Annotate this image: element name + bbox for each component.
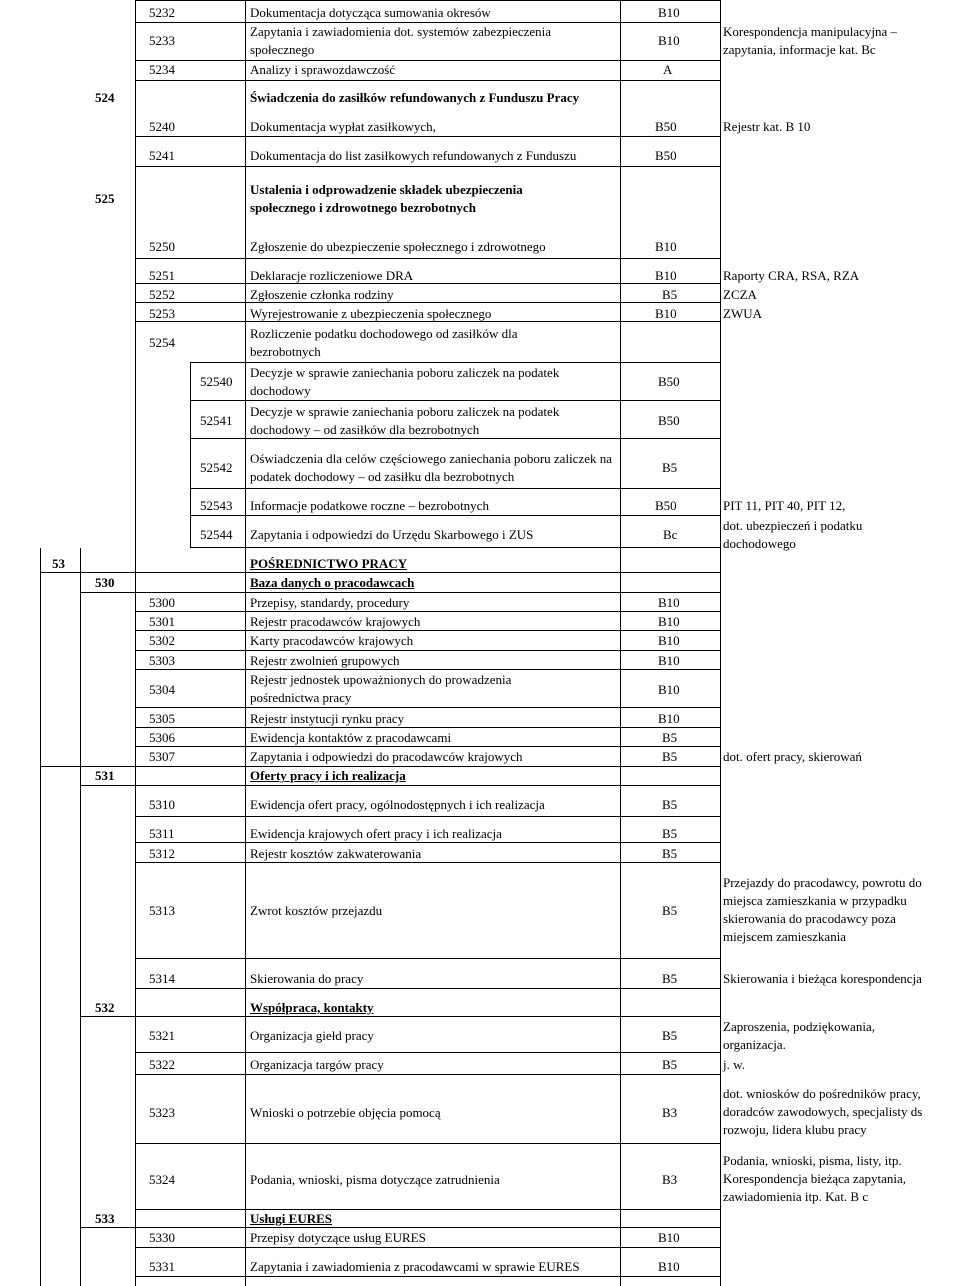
column-rule <box>720 0 721 1286</box>
row-description-532: Współpraca, kontakty <box>250 1000 374 1015</box>
row-description-5301: Rejestr pracodawców krajowych <box>250 614 421 629</box>
row-code-5314: 5314 <box>149 971 175 986</box>
retention-category-5250: B10 <box>655 239 677 254</box>
table-rule <box>135 611 720 612</box>
row-code-5251: 5251 <box>149 268 175 283</box>
retention-category-5301: B10 <box>658 614 680 629</box>
table-rule <box>135 630 720 631</box>
column-rule <box>190 362 191 548</box>
table-rule <box>135 816 720 817</box>
retention-category-5233: B10 <box>658 33 680 48</box>
row-description-5311: Ewidencja krajowych ofert pracy i ich realizacja <box>250 826 502 841</box>
retention-category-5302: B10 <box>658 633 680 648</box>
row-description-5330: Przepisy dotyczące usług EURES <box>250 1230 426 1245</box>
row-code-5311: 5311 <box>149 826 175 841</box>
row-code-5300: 5300 <box>149 595 175 610</box>
row-code-533: 533 <box>95 1211 115 1226</box>
row-description-53: POŚREDNICTWO PRACY <box>250 556 408 571</box>
table-rule <box>135 862 720 863</box>
row-note-52544: dot. ubezpieczeń i podatku dochodowego <box>723 518 863 551</box>
table-rule <box>135 283 720 284</box>
row-code-5301: 5301 <box>149 614 175 629</box>
retention-category-52544: Bc <box>663 527 678 542</box>
row-description-5300: Przepisy, standardy, procedury <box>250 595 410 610</box>
row-description-525: Ustalenia i odprowadzenie składek ubezpieczenia społecznego i zdrowotnego bezrobotnych <box>250 182 523 215</box>
row-note-5233: Korespondencja manipulacyjna – zapytania, informacje kat. Bc <box>723 24 897 57</box>
row-code-5303: 5303 <box>149 653 175 668</box>
retention-category-5323: B3 <box>662 1105 678 1120</box>
retention-category-5322: B5 <box>662 1057 678 1072</box>
row-note-5322: j. w. <box>723 1057 745 1072</box>
table-rule <box>135 1276 720 1277</box>
column-rule <box>245 0 246 1286</box>
row-description-52542: Oświadczenia dla celów częściowego zaniechania poboru zaliczek na podatek dochodowy – od zasiłku dla bezrobotnych <box>250 451 613 484</box>
row-description-52540: Decyzje w sprawie zaniechania poboru zaliczek na podatek dochodowy <box>250 365 560 398</box>
row-code-5322: 5322 <box>149 1057 175 1072</box>
retention-category-5324: B3 <box>662 1172 678 1187</box>
row-description-5312: Rejestr kosztów zakwaterowania <box>250 846 422 861</box>
retention-category-5252: B5 <box>662 287 678 302</box>
row-description-5306: Ewidencja kontaktów z pracodawcami <box>250 730 452 745</box>
row-code-5233: 5233 <box>149 33 175 48</box>
table-rule <box>135 958 720 959</box>
row-description-5313: Zwrot kosztów przejazdu <box>250 903 383 918</box>
table-rule <box>135 669 720 670</box>
table-rule <box>135 1247 720 1248</box>
table-rule <box>135 1074 720 1075</box>
table-rule <box>190 515 720 516</box>
row-code-5321: 5321 <box>149 1028 175 1043</box>
retention-category-5312: B5 <box>662 846 678 861</box>
row-description-5250: Zgłoszenie do ubezpieczenie społecznego i zdrowotnego <box>250 239 546 254</box>
table-rule <box>135 650 720 651</box>
row-code-530: 530 <box>95 575 115 590</box>
retention-category-52542: B5 <box>662 460 678 475</box>
table-rule <box>190 438 720 439</box>
row-code-5304: 5304 <box>149 682 175 697</box>
row-description-5324: Podania, wnioski, pisma dotyczące zatrudnienia <box>250 1172 500 1187</box>
retention-category-5305: B10 <box>658 711 680 726</box>
retention-category-5321: B5 <box>662 1028 678 1043</box>
row-description-5314: Skierowania do pracy <box>250 971 364 986</box>
column-rule <box>620 0 621 1286</box>
retention-category-5314: B5 <box>662 971 678 986</box>
row-code-5234: 5234 <box>149 62 175 77</box>
table-rule <box>135 988 720 989</box>
table-rule <box>135 727 720 728</box>
table-rule <box>190 488 720 489</box>
retention-category-5303: B10 <box>658 653 680 668</box>
retention-category-5304: B10 <box>658 682 680 697</box>
row-description-52541: Decyzje w sprawie zaniechania poboru zaliczek na podatek dochodowy – od zasiłków dla bezrobotnych <box>250 404 560 437</box>
row-description-5302: Karty pracodawców krajowych <box>250 633 414 648</box>
retention-category-5310: B5 <box>662 797 678 812</box>
row-description-5251: Deklaracje rozliczeniowe DRA <box>250 268 414 283</box>
table-rule <box>135 258 720 259</box>
retention-category-5300: B10 <box>658 595 680 610</box>
table-rule <box>135 136 720 137</box>
row-note-52543: PIT 11, PIT 40, PIT 12, <box>723 498 846 513</box>
retention-category-52541: B50 <box>658 413 680 428</box>
row-code-5240: 5240 <box>149 119 175 134</box>
table-rule <box>190 362 720 363</box>
table-rule <box>135 746 720 747</box>
table-rule <box>40 572 720 573</box>
retention-category-5311: B5 <box>662 826 678 841</box>
row-description-5307: Zapytania i odpowiedzi do pracodawców krajowych <box>250 749 523 764</box>
row-note-5324: Podania, wnioski, pisma, listy, itp. Korespondencja bieżąca zapytania, zawiadomienia itp. Kat. B c <box>723 1153 906 1204</box>
retention-category-5251: B10 <box>655 268 677 283</box>
row-code-531: 531 <box>95 768 115 783</box>
row-description-5331: Zapytania i zawiadomienia z pracodawcami w sprawie EURES <box>250 1259 580 1274</box>
row-note-5313: Przejazdy do pracodawcy, powrotu do miejsca zamieszkania w przypadku skierowania do pracodawcy poza miejscem zamieszkania <box>723 875 922 944</box>
row-description-5234: Analizy i sprawozdawczość <box>250 62 396 77</box>
table-rule <box>190 547 720 548</box>
row-code-532: 532 <box>95 1000 115 1015</box>
row-code-5305: 5305 <box>149 711 175 726</box>
retention-category-5307: B5 <box>662 749 678 764</box>
table-rule <box>135 60 720 61</box>
table-rule <box>135 22 720 23</box>
table-rule <box>135 707 720 708</box>
row-code-5312: 5312 <box>149 846 175 861</box>
row-description-5310: Ewidencja ofert pracy, ogólnodostępnych i ich realizacja <box>250 797 545 812</box>
retention-category-5306: B5 <box>662 730 678 745</box>
row-note-5307: dot. ofert pracy, skierowań <box>723 749 862 764</box>
row-description-531: Oferty pracy i ich realizacja <box>250 768 406 783</box>
row-description-5322: Organizacja targów pracy <box>250 1057 384 1072</box>
retention-category-5240: B50 <box>655 119 677 134</box>
row-code-5232: 5232 <box>149 5 175 20</box>
row-code-5330: 5330 <box>149 1230 175 1245</box>
row-code-52540: 52540 <box>200 374 233 389</box>
table-rule <box>80 1227 720 1228</box>
row-description-5240: Dokumentacja wypłat zasiłkowych, <box>250 119 436 134</box>
row-description-5233: Zapytania i zawiadomienia dot. systemów zabezpieczenia społecznego <box>250 24 552 57</box>
row-code-52543: 52543 <box>200 498 233 513</box>
row-code-5306: 5306 <box>149 730 175 745</box>
row-note-5314: Skierowania i bieżąca korespondencja <box>723 971 922 986</box>
row-code-5253: 5253 <box>149 306 175 321</box>
row-note-5252: ZCZA <box>723 287 757 302</box>
row-code-5250: 5250 <box>149 239 175 254</box>
column-rule <box>80 548 81 1286</box>
retention-category-5313: B5 <box>662 903 678 918</box>
table-rule <box>135 166 720 167</box>
row-note-5323: dot. wniosków do pośredników pracy, doradców zawodowych, specjalisty ds rozwoju, lidera klubu pracy <box>723 1086 923 1137</box>
table-rule <box>135 1143 720 1144</box>
row-description-52544: Zapytania i odpowiedzi do Urzędu Skarbowego i ZUS <box>250 527 534 542</box>
table-rule <box>135 1052 720 1053</box>
row-code-52544: 52544 <box>200 527 233 542</box>
retention-category-5253: B10 <box>655 306 677 321</box>
row-description-5305: Rejestr instytucji rynku pracy <box>250 711 405 726</box>
table-rule <box>80 1016 720 1017</box>
row-code-524: 524 <box>95 90 115 105</box>
table-rule <box>80 592 720 593</box>
row-description-533: Usługi EURES <box>250 1211 332 1226</box>
table-rule <box>40 766 720 767</box>
row-code-52542: 52542 <box>200 460 233 475</box>
retention-category-5241: B50 <box>655 148 677 163</box>
row-description-5232: Dokumentacja dotycząca sumowania okresów <box>250 5 491 20</box>
row-description-530: Baza danych o pracodawcach <box>250 575 415 590</box>
row-description-5321: Organizacja giełd pracy <box>250 1028 374 1043</box>
row-code-5331: 5331 <box>149 1259 175 1274</box>
row-description-5252: Zgłoszenie członka rodziny <box>250 287 394 302</box>
row-description-5254: Rozliczenie podatku dochodowego od zasiłków dla bezrobotnych <box>250 326 518 359</box>
table-rule <box>80 785 720 786</box>
row-code-5254: 5254 <box>149 335 175 350</box>
retention-category-52543: B50 <box>655 498 677 513</box>
retention-category-5234: A <box>663 62 673 77</box>
row-code-5324: 5324 <box>149 1172 175 1187</box>
row-description-5304: Rejestr jednostek upoważnionych do prowadzenia pośrednictwa pracy <box>250 672 512 705</box>
row-description-52543: Informacje podatkowe roczne – bezrobotnych <box>250 498 489 513</box>
row-code-5323: 5323 <box>149 1105 175 1120</box>
table-rule <box>135 842 720 843</box>
row-description-5323: Wnioski o potrzebie objęcia pomocą <box>250 1105 441 1120</box>
row-description-5303: Rejestr zwolnień grupowych <box>250 653 400 668</box>
retention-category-5331: B10 <box>658 1259 680 1274</box>
table-rule <box>135 80 720 81</box>
row-code-5307: 5307 <box>149 749 175 764</box>
row-description-5241: Dokumentacja do list zasiłkowych refundowanych z Funduszu <box>250 148 577 163</box>
row-code-53: 53 <box>52 556 65 571</box>
table-rule <box>135 321 720 322</box>
row-code-5241: 5241 <box>149 148 175 163</box>
table-rule <box>135 0 720 1</box>
row-description-5253: Wyrejestrowanie z ubezpieczenia społecznego <box>250 306 492 321</box>
row-code-5302: 5302 <box>149 633 175 648</box>
column-rule <box>40 548 41 1286</box>
row-note-5253: ZWUA <box>723 306 762 321</box>
retention-category-52540: B50 <box>658 374 680 389</box>
table-rule <box>135 1209 720 1210</box>
row-code-5310: 5310 <box>149 797 175 812</box>
retention-category-5330: B10 <box>658 1230 680 1245</box>
table-rule <box>190 400 720 401</box>
table-rule <box>135 302 720 303</box>
row-note-5321: Zaproszenia, podziękowania, organizacja. <box>723 1019 875 1052</box>
row-code-5313: 5313 <box>149 903 175 918</box>
row-note-5240: Rejestr kat. B 10 <box>723 119 811 134</box>
retention-category-5232: B10 <box>658 5 680 20</box>
row-code-52541: 52541 <box>200 413 233 428</box>
row-code-5252: 5252 <box>149 287 175 302</box>
row-note-5251: Raporty CRA, RSA, RZA <box>723 268 860 283</box>
column-rule <box>135 0 136 1286</box>
row-description-524: Świadczenia do zasiłków refundowanych z Funduszu Pracy <box>250 90 580 105</box>
row-code-525: 525 <box>95 191 115 206</box>
